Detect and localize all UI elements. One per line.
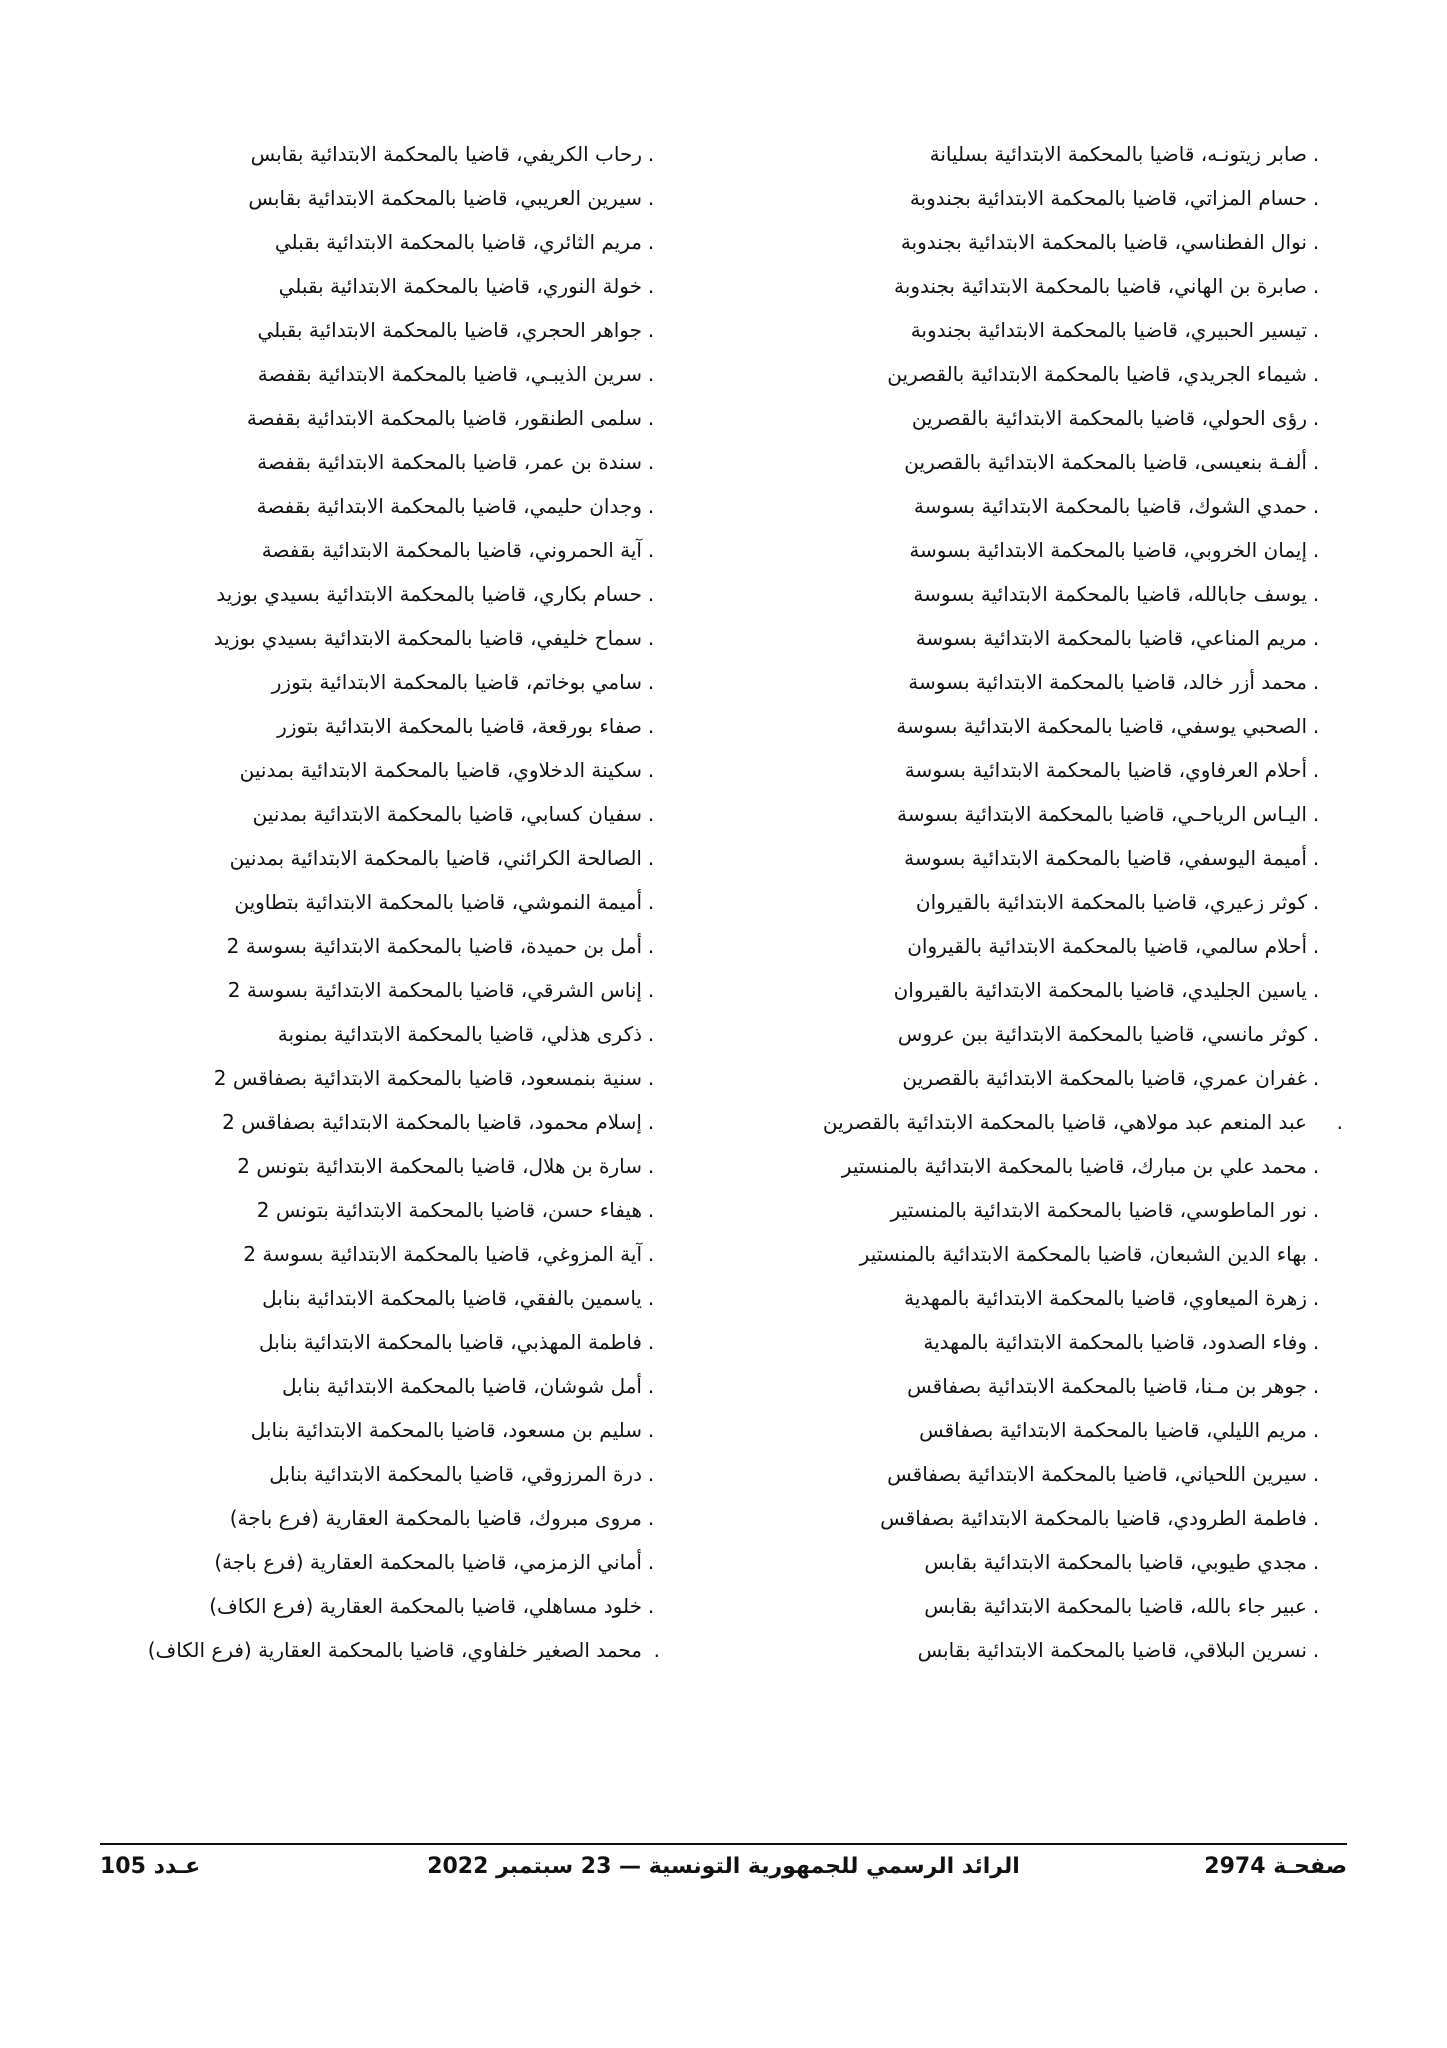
item-bullet: . [1312,1638,1320,1662]
list-item [760,1241,1325,1267]
item-text: ياسين الجليدي، قاضيا بالمحكمة الابتدائية بالقيروان [893,978,1307,1002]
item-text: تيسير الحبيري، قاضيا بالمحكمة الابتدائية بجندوبة [910,318,1307,342]
item-text: سنية بنمسعود، قاضيا بالمحكمة الابتدائية بصفاقس 2 [213,1066,642,1090]
list-item [100,845,660,871]
item-bullet: . [1312,406,1320,430]
item-text: سلمى الطنقور، قاضيا بالمحكمة الابتدائية بقفصة [246,406,642,430]
item-bullet: . [647,758,655,782]
item-text: سكينة الدخلاوي، قاضيا بالمحكمة الابتدائية بمدنين [239,758,642,782]
list-item [760,405,1325,431]
list-item [760,185,1325,211]
list-item [760,1593,1325,1619]
item-bullet: . [647,582,655,606]
item-bullet: . [647,1506,655,1530]
list-item [760,1549,1325,1575]
item-bullet: . [1312,1330,1320,1354]
list-item [760,581,1325,607]
list-item [100,1593,660,1619]
list-item [100,537,660,563]
list-item [100,141,660,167]
list-item [100,1329,660,1355]
list-item [760,801,1325,827]
item-bullet: . [647,1418,655,1442]
item-text: صفاء بورقعة، قاضيا بالمحكمة الابتدائية بتوزر [277,714,642,738]
list-item [100,1373,660,1399]
item-text: سفيان كسابي، قاضيا بالمحكمة الابتدائية بمدنين [252,802,642,826]
item-text: سليم بن مسعود، قاضيا بالمحكمة الابتدائية بنابل [250,1418,642,1442]
item-bullet: . [1312,1066,1320,1090]
issue-number: عـدد 105 [100,1854,201,1879]
item-bullet: . [1312,1462,1320,1486]
journal-title: الرائد الرسمي للجمهورية التونسية — 23 سبتمبر 2022 [427,1854,1020,1879]
item-text: خولة النوري، قاضيا بالمحكمة الابتدائية بقبلي [278,274,642,298]
item-text: عبد المنعم عبد مولاهي، قاضيا بالمحكمة الابتدائية بالقصرين [822,1110,1307,1134]
item-text: اليـاس الرياحـي، قاضيا بالمحكمة الابتدائية بسوسة [896,802,1307,826]
item-bullet: . [1312,1506,1320,1530]
item-text: إناس الشرقي، قاضيا بالمحكمة الابتدائية بسوسة 2 [227,978,642,1002]
item-bullet: . [1312,494,1320,518]
item-bullet: . [1312,362,1320,386]
list-item [100,493,660,519]
list-item [100,405,660,431]
page-number: صفحـة 2974 [1204,1854,1347,1879]
item-text: هيفاء حسن، قاضيا بالمحكمة الابتدائية بتونس 2 [256,1198,642,1222]
list-item [100,1417,660,1443]
item-text: أمل بن حميدة، قاضيا بالمحكمة الابتدائية بسوسة 2 [226,934,642,958]
item-text: الصالحة الكرائني، قاضيا بالمحكمة الابتدائية بمدنين [229,846,642,870]
item-text: بهاء الدين الشبعان، قاضيا بالمحكمة الابتدائية بالمنستير [859,1242,1307,1266]
item-bullet: . [647,1330,655,1354]
item-bullet: . [1312,978,1320,1002]
item-bullet: . [1312,1286,1320,1310]
page-footer [100,1854,1347,1894]
item-text: مجدي طيوبي، قاضيا بالمحكمة الابتدائية بقابس [924,1550,1307,1574]
item-bullet: . [647,802,655,826]
item-text: آية الحمروني، قاضيا بالمحكمة الابتدائية بقفصة [261,538,642,562]
item-bullet: . [647,978,655,1002]
item-bullet: . [1336,1110,1343,1134]
item-bullet: . [1312,890,1320,914]
item-bullet: . [1312,1418,1320,1442]
item-text: درة المرزوقي، قاضيا بالمحكمة الابتدائية بنابل [269,1462,642,1486]
item-bullet: . [1312,1242,1320,1266]
item-text: حسام المزاتي، قاضيا بالمحكمة الابتدائية بجندوبة [909,186,1307,210]
item-bullet: . [1312,714,1320,738]
list-item [760,537,1325,563]
list-item [760,1153,1325,1179]
item-text: جواهر الحجري، قاضيا بالمحكمة الابتدائية بقبلي [257,318,642,342]
item-bullet: . [1312,1022,1320,1046]
item-text: وفاء الصدود، قاضيا بالمحكمة الابتدائية بالمهدية [923,1330,1307,1354]
list-item [100,713,660,739]
list-item [100,317,660,343]
item-bullet: . [647,1594,655,1618]
item-bullet: . [1312,1374,1320,1398]
list-item [760,1373,1325,1399]
list-item [760,933,1325,959]
list-item [760,889,1325,915]
item-text: رؤى الحولي، قاضيا بالمحكمة الابتدائية بالقصرين [911,406,1307,430]
item-bullet: . [647,1550,655,1574]
list-item [100,801,660,827]
appointments-list-left [100,141,660,1663]
list-item [100,229,660,255]
footer-rule [100,1843,1347,1845]
list-item [760,361,1325,387]
item-text: سامي بوخاتم، قاضيا بالمحكمة الابتدائية بتوزر [271,670,642,694]
item-text: محمد الصغير خلفاوي، قاضيا بالمحكمة العقارية (فرع الكاف) [147,1638,642,1662]
item-bullet: . [1312,1154,1320,1178]
item-text: شيماء الجريدي، قاضيا بالمحكمة الابتدائية بالقصرين [887,362,1307,386]
list-item [100,1637,660,1663]
item-text: عبير جاء بالله، قاضيا بالمحكمة الابتدائية بقابس [924,1594,1307,1618]
item-bullet: . [1312,186,1320,210]
list-item [760,977,1325,1003]
item-text: رحاب الكريفي، قاضيا بالمحكمة الابتدائية بقابس [250,142,642,166]
item-bullet: . [1312,670,1320,694]
item-bullet: . [647,406,655,430]
list-item [760,757,1325,783]
item-text: أحلام العرفاوي، قاضيا بالمحكمة الابتدائية بسوسة [904,758,1307,782]
item-bullet: . [647,1198,655,1222]
item-text: ألفـة بنعيسى، قاضيا بالمحكمة الابتدائية بالقصرين [904,450,1307,474]
list-item [100,273,660,299]
item-bullet: . [647,362,655,386]
item-text: كوثر زعيري، قاضيا بالمحكمة الابتدائية بالقيروان [915,890,1307,914]
list-item [760,493,1325,519]
item-text: سرين الذيبـي، قاضيا بالمحكمة الابتدائية بقفصة [257,362,642,386]
item-bullet: . [647,494,655,518]
list-item [760,1109,1343,1135]
list-item [760,1065,1325,1091]
item-bullet: . [1312,846,1320,870]
list-item [100,1285,660,1311]
item-text: فاطمة الطرودي، قاضيا بالمحكمة الابتدائية بصفاقس [880,1506,1307,1530]
item-text: إيمان الخروبي، قاضيا بالمحكمة الابتدائية بسوسة [909,538,1307,562]
item-bullet: . [1312,230,1320,254]
item-text: محمد أزر خالد، قاضيا بالمحكمة الابتدائية بسوسة [908,670,1307,694]
item-text: صابر زيتونـه، قاضيا بالمحكمة الابتدائية بسليانة [929,142,1307,166]
item-bullet: . [647,538,655,562]
list-item [100,361,660,387]
item-bullet: . [647,626,655,650]
list-item [760,845,1325,871]
item-text: نور الماطوسي، قاضيا بالمحكمة الابتدائية بالمنستير [890,1198,1307,1222]
item-text: أمل شوشان، قاضيا بالمحكمة الابتدائية بنابل [282,1374,642,1398]
list-item [760,273,1325,299]
item-bullet: . [653,1638,660,1662]
item-text: إسلام محمود، قاضيا بالمحكمة الابتدائية بصفاقس 2 [222,1110,642,1134]
item-bullet: . [647,186,655,210]
item-text: زهرة الميعاوي، قاضيا بالمحكمة الابتدائية بالمهدية [904,1286,1307,1310]
list-item [760,1329,1325,1355]
list-item [100,1065,660,1091]
item-bullet: . [647,450,655,474]
list-item [760,229,1325,255]
item-text: كوثر مانسي، قاضيا بالمحكمة الابتدائية ببن عروس [897,1022,1307,1046]
item-text: أماني الزمزمي، قاضيا بالمحكمة العقارية (فرع باجة) [214,1550,642,1574]
list-item [760,669,1325,695]
item-bullet: . [1312,626,1320,650]
item-bullet: . [1312,142,1320,166]
item-text: محمد علي بن مبارك، قاضيا بالمحكمة الابتدائية بالمنستير [841,1154,1307,1178]
list-item [760,1505,1325,1531]
list-item [100,1461,660,1487]
item-text: ياسمين بالفقي، قاضيا بالمحكمة الابتدائية بنابل [262,1286,642,1310]
item-text: حمدي الشوك، قاضيا بالمحكمة الابتدائية بسوسة [913,494,1307,518]
item-bullet: . [1312,1550,1320,1574]
list-item [100,581,660,607]
item-bullet: . [647,274,655,298]
list-item [760,449,1325,475]
left-column [100,141,660,1681]
list-item [100,1153,660,1179]
list-item [100,889,660,915]
list-item [760,317,1325,343]
item-bullet: . [647,1374,655,1398]
item-bullet: . [647,1462,655,1486]
item-bullet: . [647,846,655,870]
item-text: ذكرى هذلي، قاضيا بالمحكمة الابتدائية بمنوبة [277,1022,642,1046]
list-item [760,1461,1325,1487]
item-bullet: . [1312,450,1320,474]
list-item [100,449,660,475]
item-text: أميمة النموشي، قاضيا بالمحكمة الابتدائية بتطاوين [234,890,642,914]
item-bullet: . [647,670,655,694]
list-item [100,757,660,783]
right-column [760,141,1343,1681]
item-bullet: . [647,934,655,958]
item-bullet: . [1312,582,1320,606]
item-bullet: . [647,318,655,342]
item-text: سيرين العريبي، قاضيا بالمحكمة الابتدائية بقابس [248,186,642,210]
list-item [760,1021,1325,1047]
item-bullet: . [647,1286,655,1310]
item-bullet: . [1312,538,1320,562]
item-text: مريم المناعي، قاضيا بالمحكمة الابتدائية بسوسة [915,626,1307,650]
list-item [100,185,660,211]
item-text: سارة بن هلال، قاضيا بالمحكمة الابتدائية بتونس 2 [237,1154,642,1178]
list-item [760,1285,1325,1311]
list-item [100,933,660,959]
list-item [100,1505,660,1531]
item-text: مروى مبروك، قاضيا بالمحكمة العقارية (فرع باجة) [229,1506,642,1530]
item-text: غفران عمري، قاضيا بالمحكمة الابتدائية بالقصرين [902,1066,1307,1090]
item-text: مريم الليلي، قاضيا بالمحكمة الابتدائية بصفاقس [919,1418,1307,1442]
item-text: سماح خليفي، قاضيا بالمحكمة الابتدائية بسيدي بوزيد [213,626,642,650]
item-text: جوهر بن مـنا، قاضيا بالمحكمة الابتدائية بصفاقس [907,1374,1307,1398]
list-item [760,1417,1325,1443]
list-item [760,713,1325,739]
item-bullet: . [1312,758,1320,782]
list-item [760,625,1325,651]
item-text: مريم الثائري، قاضيا بالمحكمة الابتدائية بقبلي [274,230,642,254]
item-text: وجدان حليمي، قاضيا بالمحكمة الابتدائية بقفصة [256,494,642,518]
item-text: حسام بكاري، قاضيا بالمحكمة الابتدائية بسيدي بوزيد [216,582,642,606]
list-item [100,1021,660,1047]
list-item [100,977,660,1003]
item-text: فاطمة المهذبي، قاضيا بالمحكمة الابتدائية بنابل [259,1330,642,1354]
list-item [100,1109,660,1135]
list-item [100,625,660,651]
appointments-list-right [760,141,1343,1663]
item-bullet: . [647,142,655,166]
item-text: سندة بن عمر، قاضيا بالمحكمة الابتدائية بقفصة [257,450,642,474]
item-text: الصحبي يوسفي، قاضيا بالمحكمة الابتدائية بسوسة [896,714,1307,738]
item-bullet: . [1312,318,1320,342]
item-bullet: . [1312,802,1320,826]
list-item [100,1549,660,1575]
item-bullet: . [647,1154,655,1178]
list-item [100,669,660,695]
item-text: أميمة اليوسفي، قاضيا بالمحكمة الابتدائية بسوسة [904,846,1307,870]
item-bullet: . [1312,274,1320,298]
item-bullet: . [1312,934,1320,958]
list-item [760,141,1325,167]
list-item [100,1241,660,1267]
item-bullet: . [647,1242,655,1266]
item-text: نوال الفطناسي، قاضيا بالمحكمة الابتدائية بجندوبة [900,230,1307,254]
item-bullet: . [647,890,655,914]
list-item [100,1197,660,1223]
item-text: يوسف جابالله، قاضيا بالمحكمة الابتدائية بسوسة [913,582,1307,606]
item-bullet: . [647,1022,655,1046]
item-text: سيرين اللحياني، قاضيا بالمحكمة الابتدائية بصفاقس [887,1462,1307,1486]
item-bullet: . [647,1066,655,1090]
item-text: نسرين البلاقي، قاضيا بالمحكمة الابتدائية بقابس [917,1638,1307,1662]
item-bullet: . [647,714,655,738]
item-bullet: . [647,230,655,254]
item-bullet: . [1312,1594,1320,1618]
item-bullet: . [647,1110,655,1134]
list-item [760,1197,1325,1223]
list-item [760,1637,1325,1663]
item-text: آية المزوغي، قاضيا بالمحكمة الابتدائية بسوسة 2 [243,1242,642,1266]
item-text: خلود مساهلي، قاضيا بالمحكمة العقارية (فرع الكاف) [209,1594,642,1618]
item-bullet: . [1312,1198,1320,1222]
item-text: أحلام سالمي، قاضيا بالمحكمة الابتدائية بالقيروان [907,934,1307,958]
item-text: صابرة بن الهاني، قاضيا بالمحكمة الابتدائية بجندوبة [894,274,1307,298]
